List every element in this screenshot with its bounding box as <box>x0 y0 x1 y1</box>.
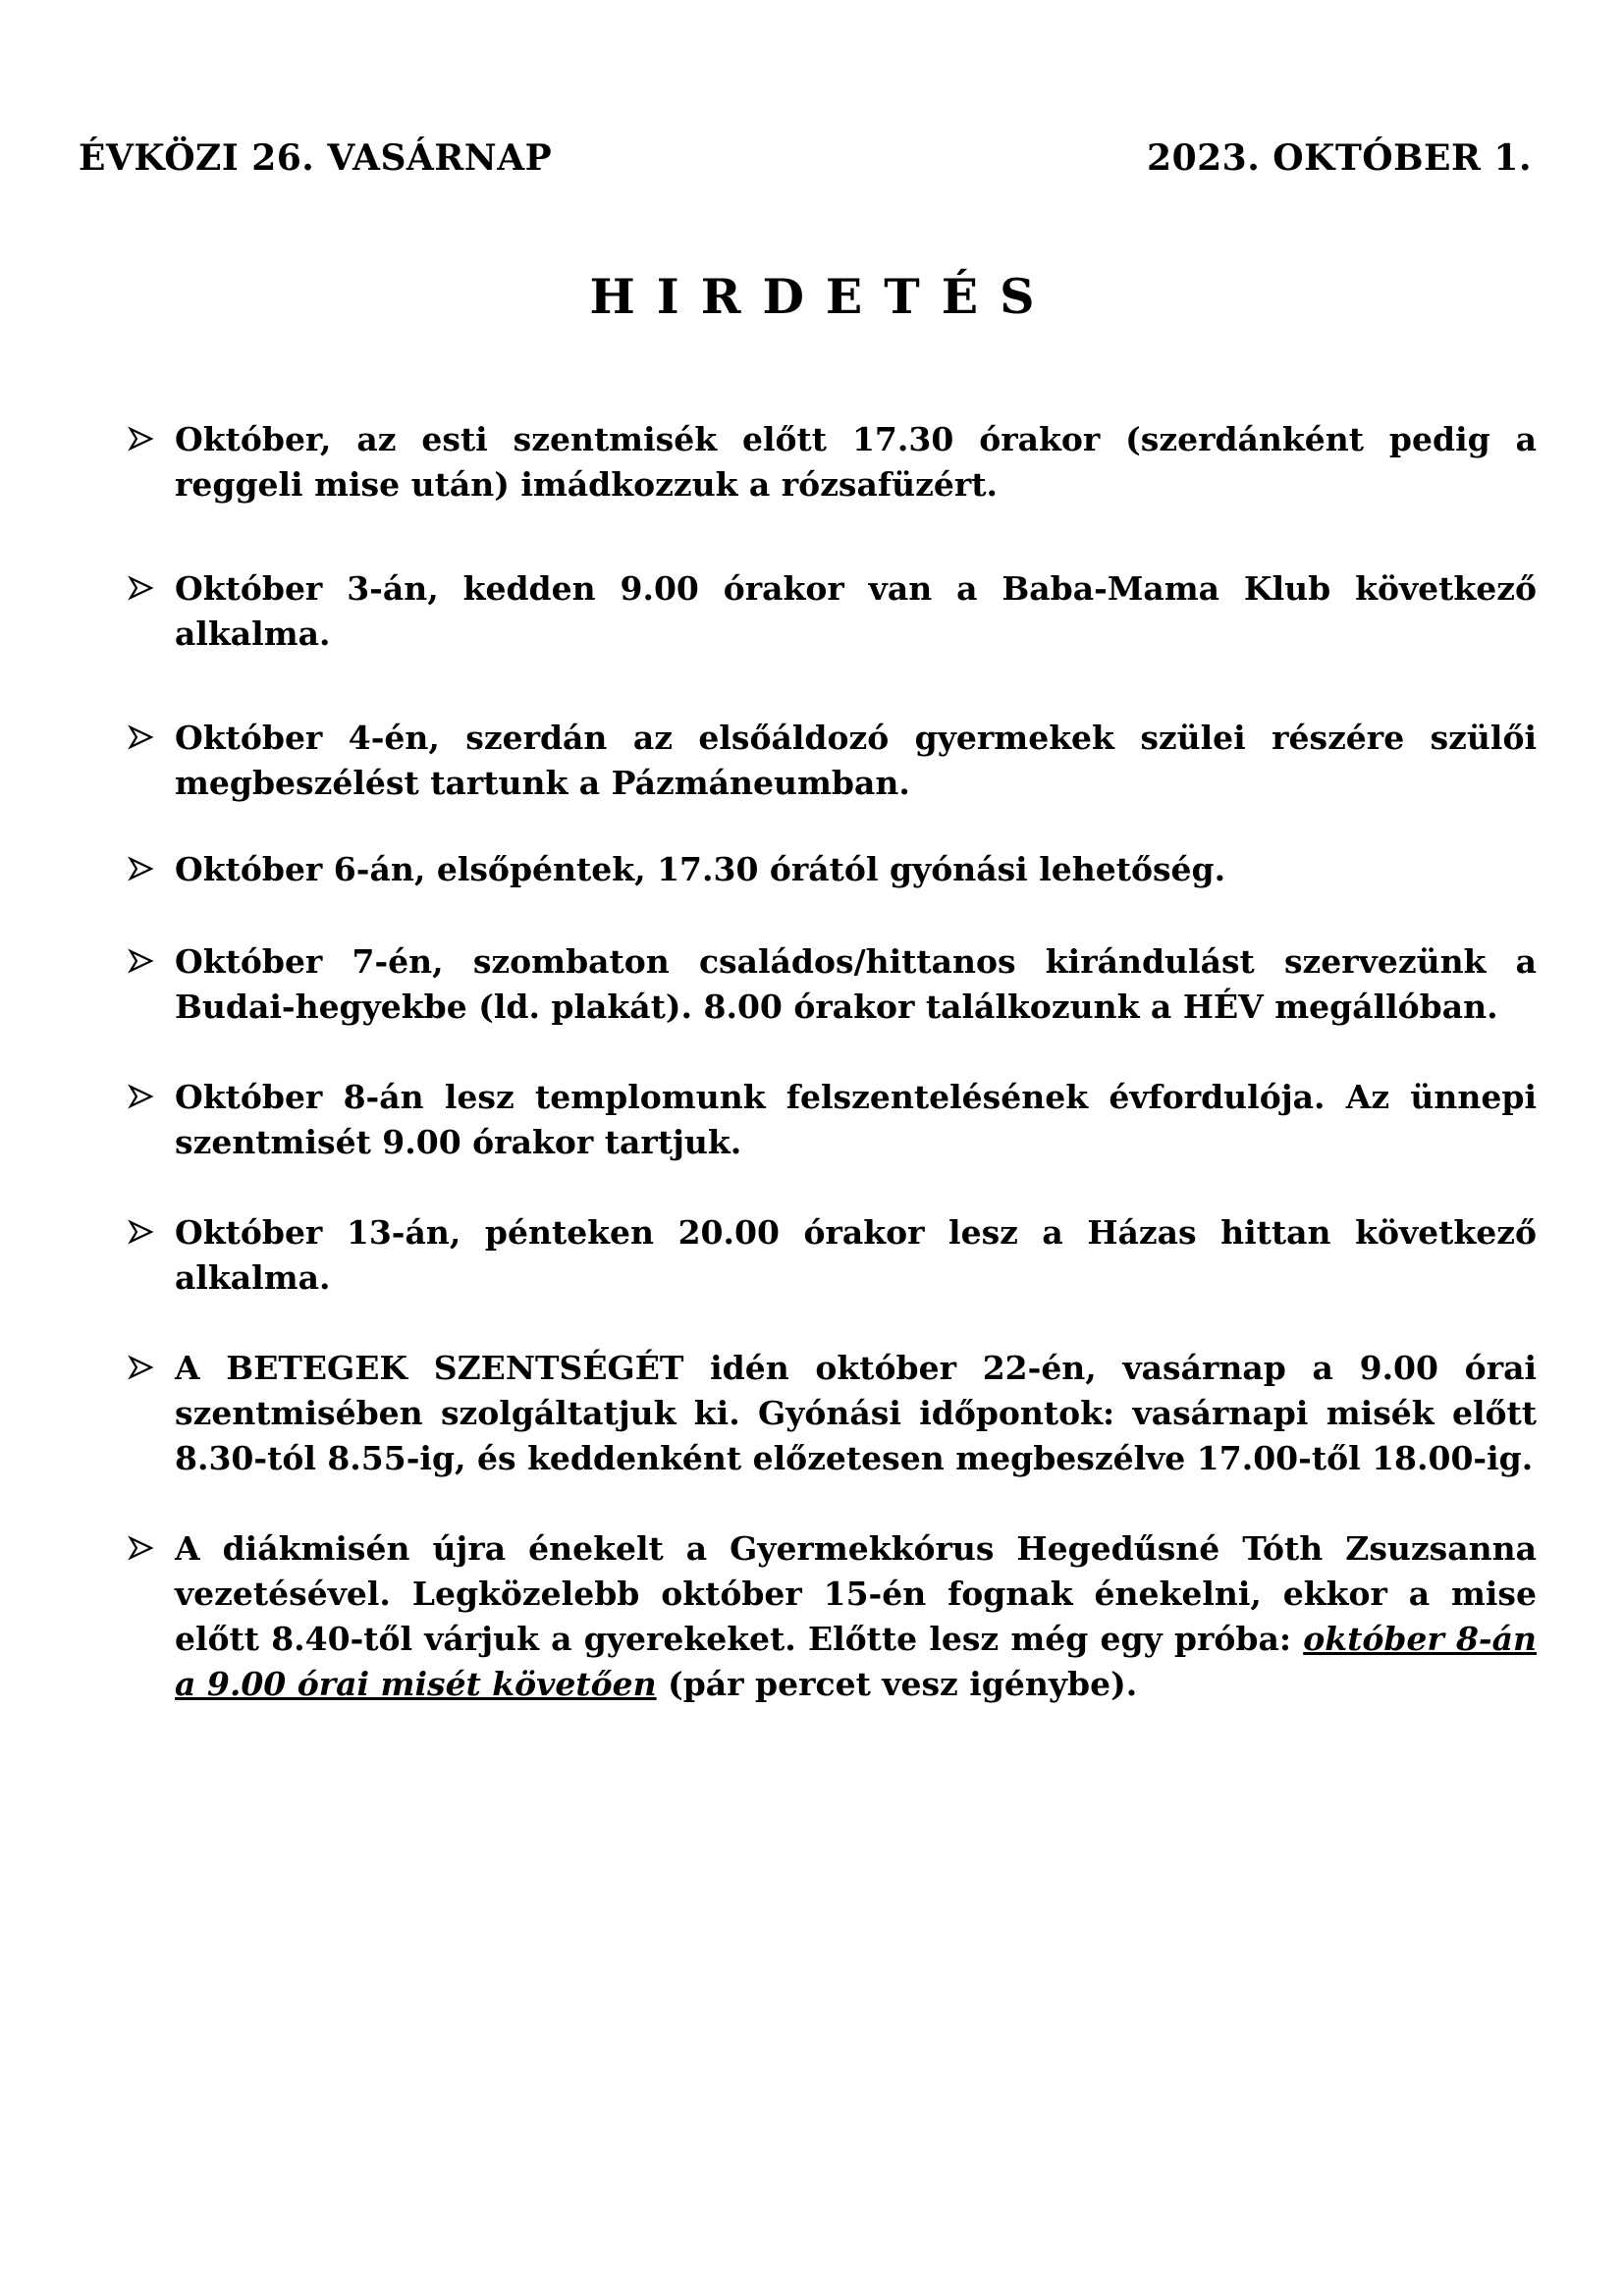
announcement-item <box>128 417 1537 507</box>
arrowhead-bullet-icon <box>128 718 157 757</box>
arrowhead-bullet-icon <box>128 1077 157 1116</box>
announcement-text: Október 3-án, kedden 9.00 órakor van a Baba-Mama Klub következő alkalma. <box>175 569 1537 653</box>
announcement-item <box>128 1346 1537 1481</box>
announcement-item <box>128 566 1537 657</box>
announcement-text: Október 4-én, szerdán az elsőáldozó gyermekek szülei részére szülői megbeszélést tartunk a Pázmáneumban. <box>175 719 1537 802</box>
announcement-item <box>128 1210 1537 1301</box>
announcement-item <box>128 847 1537 892</box>
arrowhead-bullet-icon <box>128 1212 157 1252</box>
header-date: 2023. OKTÓBER 1. <box>1147 137 1532 179</box>
arrowhead-bullet-icon <box>128 1528 157 1568</box>
page-title: HIRDETÉS <box>589 268 1056 325</box>
announcement-text: A BETEGEK SZENTSÉGÉT idén október 22-én, vasárnap a 9.00 órai szentmisében szolgáltatjuk ki. Gyónási időpontok: vasárnapi misék előtt 8.30-tól 8.55-ig, és keddenként előzetesen megbeszélve 17.00-től 18.00-ig. <box>175 1349 1537 1477</box>
rehearsal-time-emphasis: október 8-án a 9.00 órai misét követően <box>175 1620 1537 1703</box>
arrowhead-bullet-icon <box>128 941 157 981</box>
announcement-text: A diákmisén újra énekelt a Gyermekkórus Hegedűsné Tóth Zsuzsanna vezetésével. Legközelebb október 15-én fognak énekelni, ekkor a mise előtt 8.40-től várjuk a gyerekeket. Előtte lesz még egy próba: <box>175 1529 1537 1658</box>
announcement-item <box>128 1526 1537 1707</box>
announcement-list <box>128 417 1537 1707</box>
announcement-item <box>128 939 1537 1030</box>
header-liturgical-day: ÉVKÖZI 26. VASÁRNAP <box>79 137 553 179</box>
arrowhead-bullet-icon <box>128 849 157 888</box>
announcement-text: Október 6-án, elsőpéntek, 17.30 órától gyónási lehetőség. <box>175 850 1226 888</box>
arrowhead-bullet-icon <box>128 419 157 458</box>
header <box>79 137 1532 179</box>
arrowhead-bullet-icon <box>128 1348 157 1387</box>
announcement-item <box>128 716 1537 806</box>
announcement-text: Október 13-án, pénteken 20.00 órakor lesz a Házas hittan következő alkalma. <box>175 1213 1537 1297</box>
announcement-text: Október, az esti szentmisék előtt 17.30 órakor (szerdánként pedig a reggeli mise után) imádkozzuk a rózsafüzért. <box>175 420 1537 504</box>
announcement-text: Október 7-én, szombaton családos/hittanos kirándulást szervezünk a Budai-hegyekbe (ld. plakát). 8.00 órakor találkozunk a HÉV megállóban. <box>175 942 1537 1026</box>
arrowhead-bullet-icon <box>128 568 157 608</box>
announcement-text: Október 8-án lesz templomunk felszentelésének évfordulója. Az ünnepi szentmisét 9.00 órakor tartjuk. <box>175 1078 1537 1161</box>
announcement-item <box>128 1075 1537 1165</box>
announcement-text-end: (pár percet vesz igénybe). <box>656 1665 1138 1703</box>
